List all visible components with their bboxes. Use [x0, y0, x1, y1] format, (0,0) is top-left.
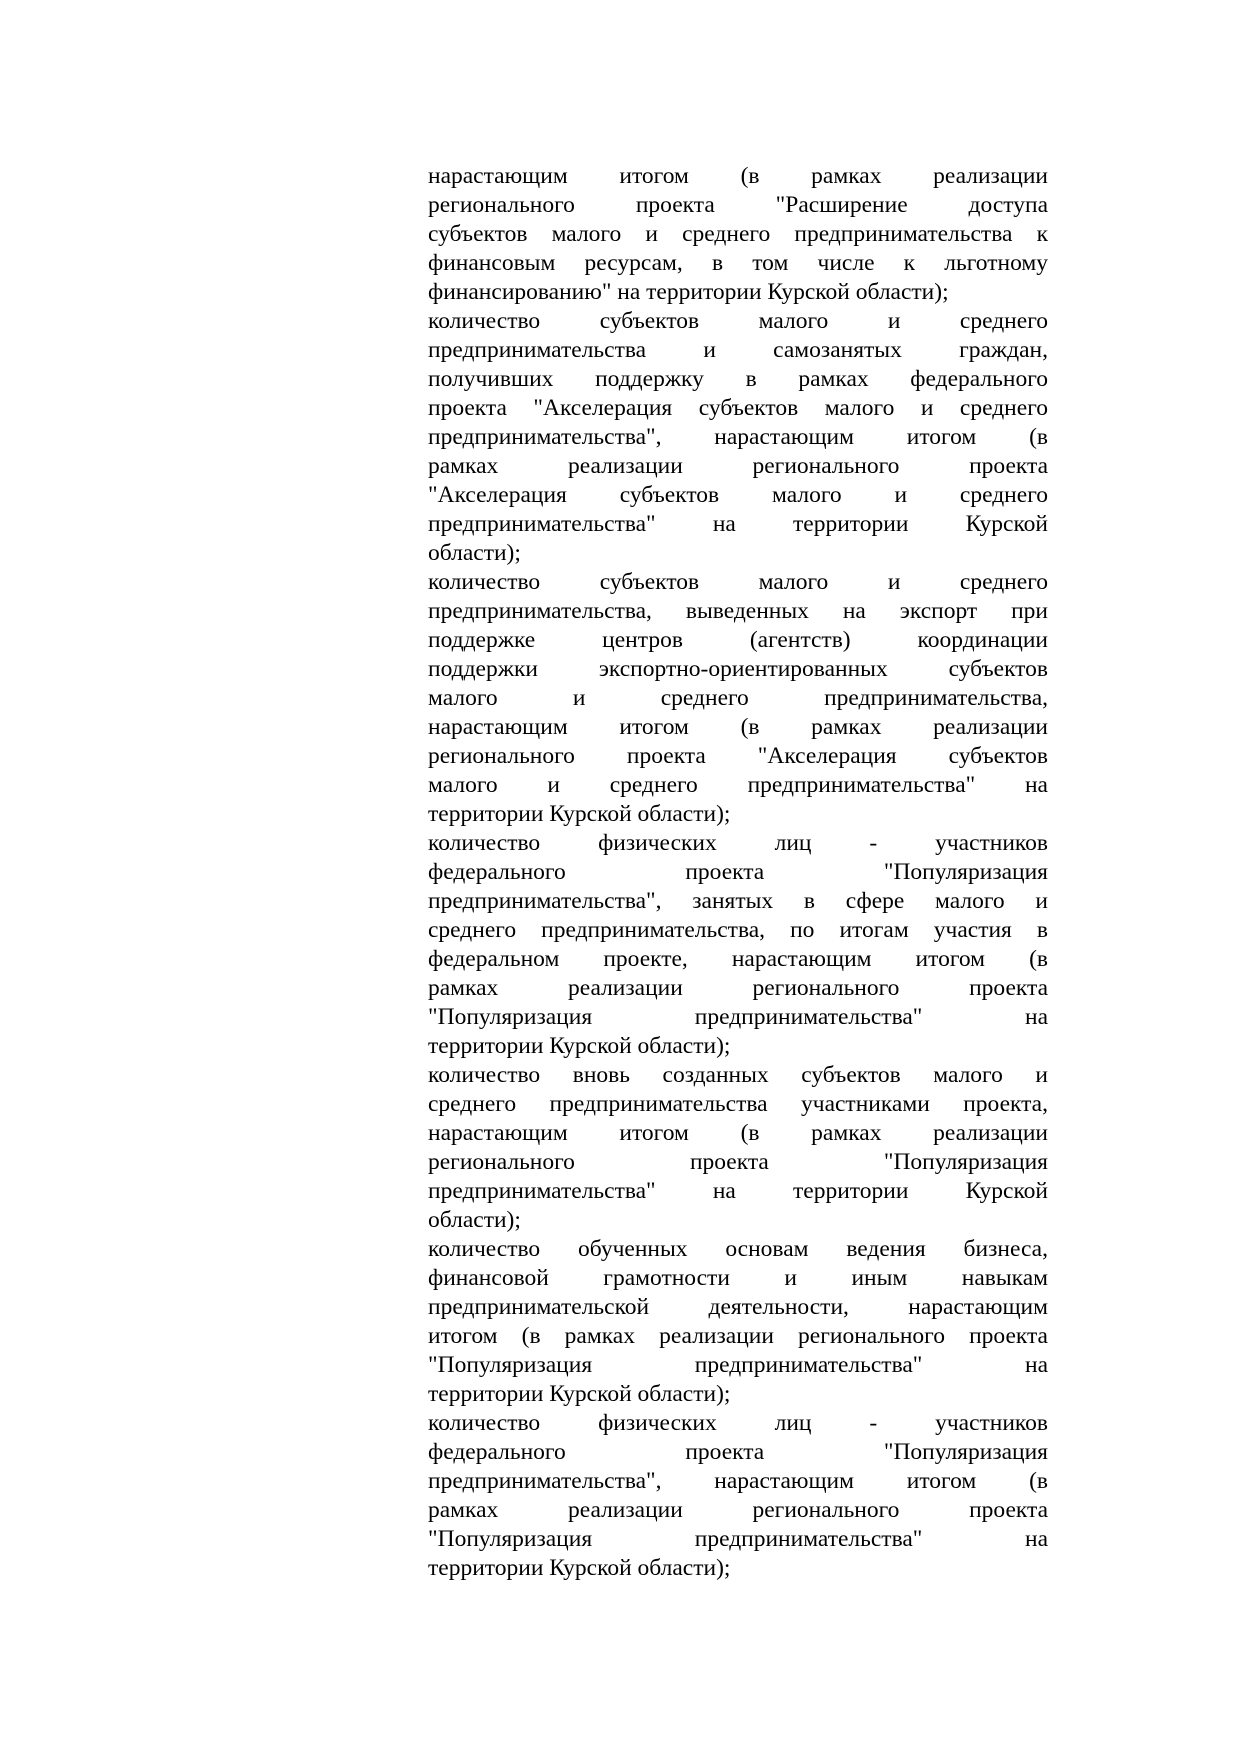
text-line: "Популяризация предпринимательства" на	[428, 1004, 1048, 1030]
text-line: финансированию" на территории Курской области);	[428, 279, 949, 305]
paragraph	[428, 568, 1048, 829]
text-line: федерального проекта "Популяризация	[428, 859, 1048, 885]
text-line: рамках реализации регионального проекта	[428, 975, 1048, 1001]
text-line: среднего предпринимательства, по итогам участия в	[428, 917, 1048, 943]
paragraph	[428, 162, 1048, 307]
text-line: регионального проекта "Расширение доступа	[428, 192, 1048, 218]
text-line: среднего предпринимательства участниками проекта,	[428, 1091, 1048, 1117]
text-line: регионального проекта "Акселерация субъектов	[428, 743, 1048, 769]
paragraph	[428, 1409, 1048, 1583]
text-line: территории Курской области);	[428, 801, 731, 827]
text-line: области);	[428, 540, 521, 566]
text-line: количество физических лиц - участников	[428, 1410, 1048, 1436]
text-line: предпринимательства" на территории Курской	[428, 1178, 1048, 1204]
text-line: предпринимательства" на территории Курской	[428, 511, 1048, 537]
text-line: нарастающим итогом (в рамках реализации	[428, 714, 1048, 740]
text-line: рамках реализации регионального проекта	[428, 1497, 1048, 1523]
paragraph	[428, 307, 1048, 568]
text-line: финансовым ресурсам, в том числе к льготному	[428, 250, 1048, 276]
text-line: нарастающим итогом (в рамках реализации	[428, 163, 1048, 189]
text-line: территории Курской области);	[428, 1033, 731, 1059]
text-line: количество вновь созданных субъектов малого и	[428, 1062, 1048, 1088]
document-text-block	[428, 162, 1048, 1583]
text-line: предпринимательства", нарастающим итогом (в	[428, 1468, 1048, 1494]
text-line: "Популяризация предпринимательства" на	[428, 1352, 1048, 1378]
text-line: территории Курской области);	[428, 1555, 731, 1581]
text-line: субъектов малого и среднего предпринимательства к	[428, 221, 1048, 247]
text-line: поддержке центров (агентств) координации	[428, 627, 1048, 653]
text-line: регионального проекта "Популяризация	[428, 1149, 1048, 1175]
text-line: малого и среднего предпринимательства" на	[428, 772, 1048, 798]
text-line: количество субъектов малого и среднего	[428, 569, 1048, 595]
text-line: поддержки экспортно-ориентированных субъектов	[428, 656, 1048, 682]
text-line: федеральном проекте, нарастающим итогом (в	[428, 946, 1048, 972]
paragraph	[428, 1061, 1048, 1235]
text-line: получивших поддержку в рамках федерального	[428, 366, 1048, 392]
text-line: финансовой грамотности и иным навыкам	[428, 1265, 1048, 1291]
text-line: малого и среднего предпринимательства,	[428, 685, 1048, 711]
text-line: количество физических лиц - участников	[428, 830, 1048, 856]
text-line: "Популяризация предпринимательства" на	[428, 1526, 1048, 1552]
paragraph	[428, 829, 1048, 1061]
text-line: проекта "Акселерация субъектов малого и среднего	[428, 395, 1048, 421]
text-line: предпринимательства, выведенных на экспорт при	[428, 598, 1048, 624]
text-line: предпринимательства и самозанятых граждан,	[428, 337, 1048, 363]
text-line: нарастающим итогом (в рамках реализации	[428, 1120, 1048, 1146]
text-line: итогом (в рамках реализации регионального проекта	[428, 1323, 1048, 1349]
text-line: количество обученных основам ведения бизнеса,	[428, 1236, 1048, 1262]
text-line: предпринимательства", нарастающим итогом (в	[428, 424, 1048, 450]
text-line: федерального проекта "Популяризация	[428, 1439, 1048, 1465]
text-line: предпринимательства", занятых в сфере малого и	[428, 888, 1048, 914]
paragraph	[428, 1235, 1048, 1409]
text-line: территории Курской области);	[428, 1381, 731, 1407]
text-line: предпринимательской деятельности, нарастающим	[428, 1294, 1048, 1320]
text-line: области);	[428, 1207, 521, 1233]
text-line: рамках реализации регионального проекта	[428, 453, 1048, 479]
text-line: "Акселерация субъектов малого и среднего	[428, 482, 1048, 508]
text-line: количество субъектов малого и среднего	[428, 308, 1048, 334]
